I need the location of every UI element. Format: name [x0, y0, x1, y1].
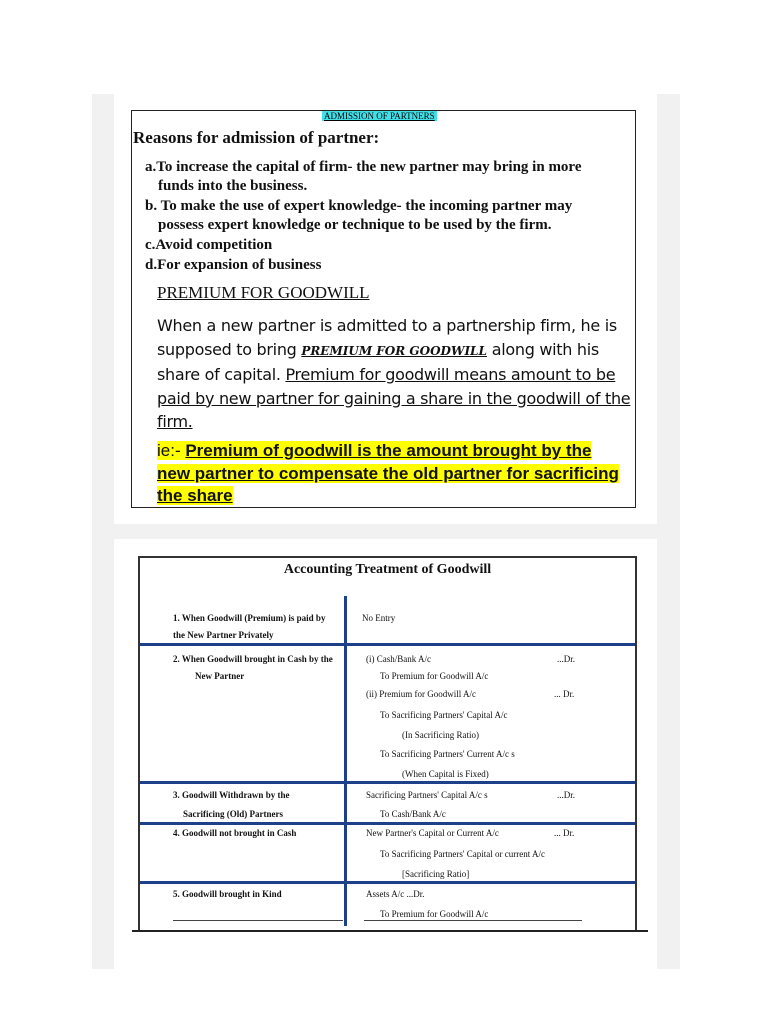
reason-b-line2: possess expert knowledge or technique to be used by the firm.: [158, 217, 552, 233]
row2-label-line1: 2. When Goodwill brought in Cash by the: [173, 654, 333, 664]
row3-label-line2: Sacrificing (Old) Partners: [183, 809, 283, 819]
reason-d: d.For expansion of business: [145, 257, 322, 273]
row2-entry-3: (ii) Premium for Goodwill A/c: [366, 689, 476, 699]
row2-entry-1-dr: ...Dr.: [557, 654, 575, 664]
row4-entry-2: To Sacrificing Partners' Capital or current A/c: [380, 849, 545, 859]
row-divider: [140, 881, 635, 884]
row5-label: 5. Goodwill brought in Kind: [173, 889, 282, 899]
premium-paragraph: [157, 314, 632, 434]
highlight-note: [157, 440, 627, 508]
reasons-title: Reasons for admission of partner:: [133, 128, 380, 147]
row3-entry-1-dr: ...Dr.: [557, 790, 575, 800]
row5-entry-1: Assets A/c ...Dr.: [366, 889, 425, 899]
table-frame-bottom: [132, 930, 648, 932]
row3-label-line1: 3. Goodwill Withdrawn by the: [173, 790, 290, 800]
table-title: Accounting Treatment of Goodwill: [283, 562, 492, 577]
column-divider: [344, 596, 347, 926]
row2-entry-3-dr: ... Dr.: [554, 689, 575, 699]
premium-title: PREMIUM FOR GOODWILL: [157, 283, 370, 302]
reason-b-line1: b. To make the use of expert knowledge- the incoming partner may: [145, 198, 573, 214]
reason-a-line2: funds into the business.: [158, 178, 308, 194]
row4-entry-1-dr: ... Dr.: [554, 828, 575, 838]
row2-label-line2: New Partner: [195, 671, 245, 681]
reason-c: c.Avoid competition: [145, 237, 273, 253]
row1-label-line2: the New Partner Privately: [173, 630, 274, 640]
row4-label: 4. Goodwill not brought in Cash: [173, 828, 297, 838]
table-frame-top: [138, 556, 636, 558]
row2-entry-2: To Premium for Goodwill A/c: [380, 671, 489, 681]
row-divider: [140, 781, 635, 784]
ie-prefix: ie:-: [157, 441, 186, 460]
row2-entry-5: (In Sacrificing Ratio): [402, 730, 479, 740]
table-frame-left: [138, 556, 140, 930]
para-text-2: along with his share of capital.: [157, 339, 599, 384]
row5-underline-right: [364, 920, 582, 921]
row2-entry-4: To Sacrificing Partners' Capital A/c: [380, 710, 508, 720]
row5-underline-left: [173, 920, 343, 921]
row2-entry-1: (i) Cash/Bank A/c: [366, 654, 431, 664]
para-definition: Premium for goodwill means amount to be paid by new partner for gaining a share in the goodwill of the firm.: [157, 365, 631, 431]
row2-entry-7: (When Capital is Fixed): [402, 769, 489, 779]
row5-entry-2: To Premium for Goodwill A/c: [380, 909, 489, 919]
para-text-1: When a new partner is admitted to a partnership firm, he is supposed to bring: [157, 316, 617, 359]
ie-text: Premium of goodwill is the amount brought by the new partner to compensate the old partner for sacrificing the share: [157, 441, 619, 505]
row1-entry: No Entry: [362, 613, 396, 623]
row1-label-line1: 1. When Goodwill (Premium) is paid by: [173, 613, 326, 623]
row3-entry-2: To Cash/Bank A/c: [380, 809, 446, 819]
row4-entry-1: New Partner's Capital or Current A/c: [366, 828, 499, 838]
section-heading: ADMISSION OF PARTNERS: [324, 111, 435, 121]
para-premium-emphasis: PREMIUM FOR GOODWILL: [301, 343, 487, 358]
row4-entry-3: [Sacrificing Ratio]: [402, 869, 470, 879]
table-frame-right: [635, 556, 637, 930]
row3-entry-1: Sacrificing Partners' Capital A/c s: [366, 790, 488, 800]
row2-entry-6: To Sacrificing Partners' Current A/c s: [380, 749, 515, 759]
reason-a-line1: a.To increase the capital of firm- the new partner may bring in more: [145, 159, 582, 175]
